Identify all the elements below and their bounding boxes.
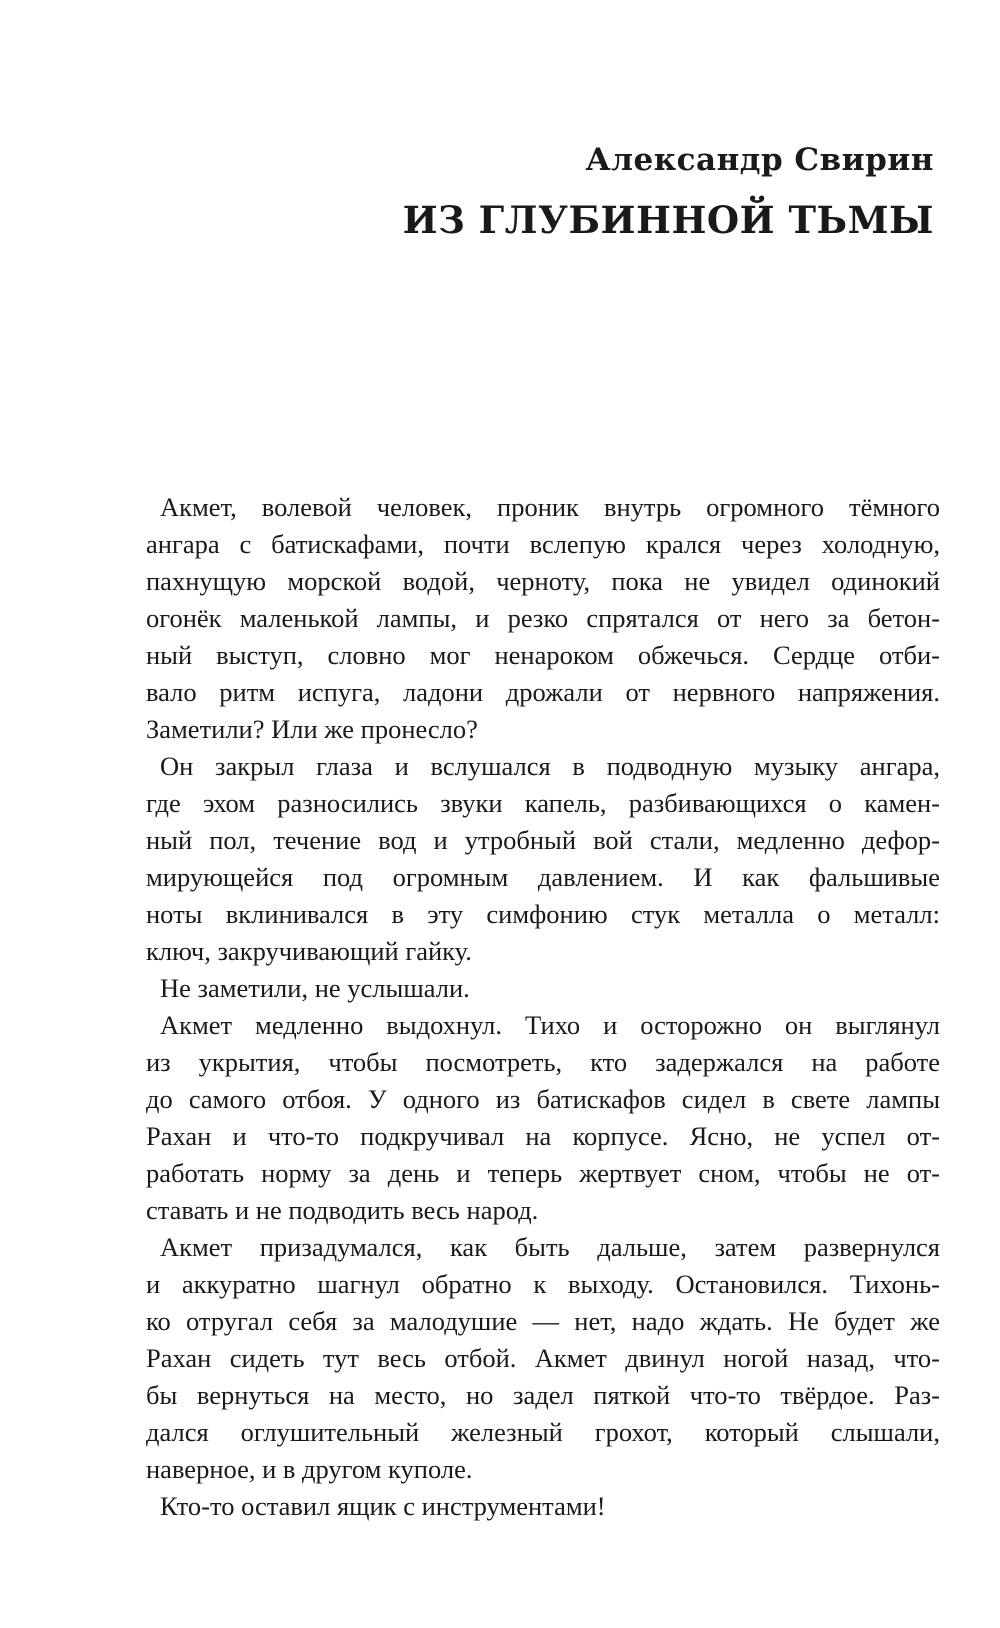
paragraph — [146, 1007, 940, 1229]
text-line: Рахан и что-то подкручивал на корпусе. Ясно, не успел от- — [146, 1121, 940, 1151]
paragraph — [146, 970, 940, 1007]
text-line: ключ, закручивающий гайку. — [146, 936, 472, 966]
text-line: ный выступ, словно мог ненароком обжечься. Сердце отби- — [146, 640, 940, 670]
text-line: Заметили? Или же пронесло? — [146, 714, 478, 744]
text-line: работать норму за день и теперь жертвует сном, чтобы не от- — [146, 1158, 940, 1188]
text-line: Акмет, волевой человек, проник внутрь огромного тёмного — [160, 492, 940, 522]
text-line: Не заметили, не услышали. — [160, 973, 470, 1003]
chapter-title: ИЗ ГЛУБИННОЙ ТЬМЫ — [402, 198, 934, 242]
paragraph — [146, 1229, 940, 1488]
text-line: мирующейся под огромным давлением. И как фальшивые — [146, 862, 940, 892]
text-line: ный пол, течение вод и утробный вой стали, медленно дефор- — [146, 825, 940, 855]
paragraph — [146, 489, 940, 748]
text-line: Кто-то оставил ящик с инструментами! — [160, 1491, 606, 1521]
text-line: где эхом разносились звуки капель, разбивающихся о камен- — [146, 788, 940, 818]
text-line: дался оглушительный железный грохот, который слышали, — [146, 1417, 940, 1447]
text-line: до самого отбоя. У одного из батискафов сидел в свете лампы — [146, 1084, 940, 1114]
text-line: огонёк маленькой лампы, и резко спрятался от него за бетон- — [146, 603, 940, 633]
paragraph — [146, 748, 940, 970]
text-line: ко отругал себя за малодушие — нет, надо ждать. Не будет же — [146, 1306, 940, 1336]
text-line: Акмет медленно выдохнул. Тихо и осторожно он выглянул — [160, 1010, 940, 1040]
text-line: пахнущую морской водой, черноту, пока не увидел одинокий — [146, 566, 940, 596]
text-line: и аккуратно шагнул обратно к выходу. Остановился. Тихонь- — [146, 1269, 940, 1299]
text-line: ангара с батискафами, почти вслепую крался через холодную, — [146, 529, 940, 559]
text-line: бы вернуться на место, но задел пяткой что-то твёрдое. Раз- — [146, 1380, 940, 1410]
text-line: наверное, и в другом куполе. — [146, 1454, 473, 1484]
text-line: ставать и не подводить весь народ. — [146, 1195, 539, 1225]
paragraph — [146, 1488, 940, 1525]
text-line: Он закрыл глаза и вслушался в подводную музыку ангара, — [160, 751, 940, 781]
author-name: Александр Свирин — [585, 142, 934, 178]
text-line: вало ритм испуга, ладони дрожали от нервного напряжения. — [146, 677, 940, 707]
text-line: из укрытия, чтобы посмотреть, кто задержался на работе — [146, 1047, 940, 1077]
text-line: Рахан сидеть тут весь отбой. Акмет двинул ногой назад, что- — [146, 1343, 940, 1373]
text-line: ноты вклинивался в эту симфонию стук металла о металл: — [146, 899, 940, 929]
text-line: Акмет призадумался, как быть дальше, затем развернулся — [160, 1232, 940, 1262]
body-text — [146, 489, 940, 1525]
